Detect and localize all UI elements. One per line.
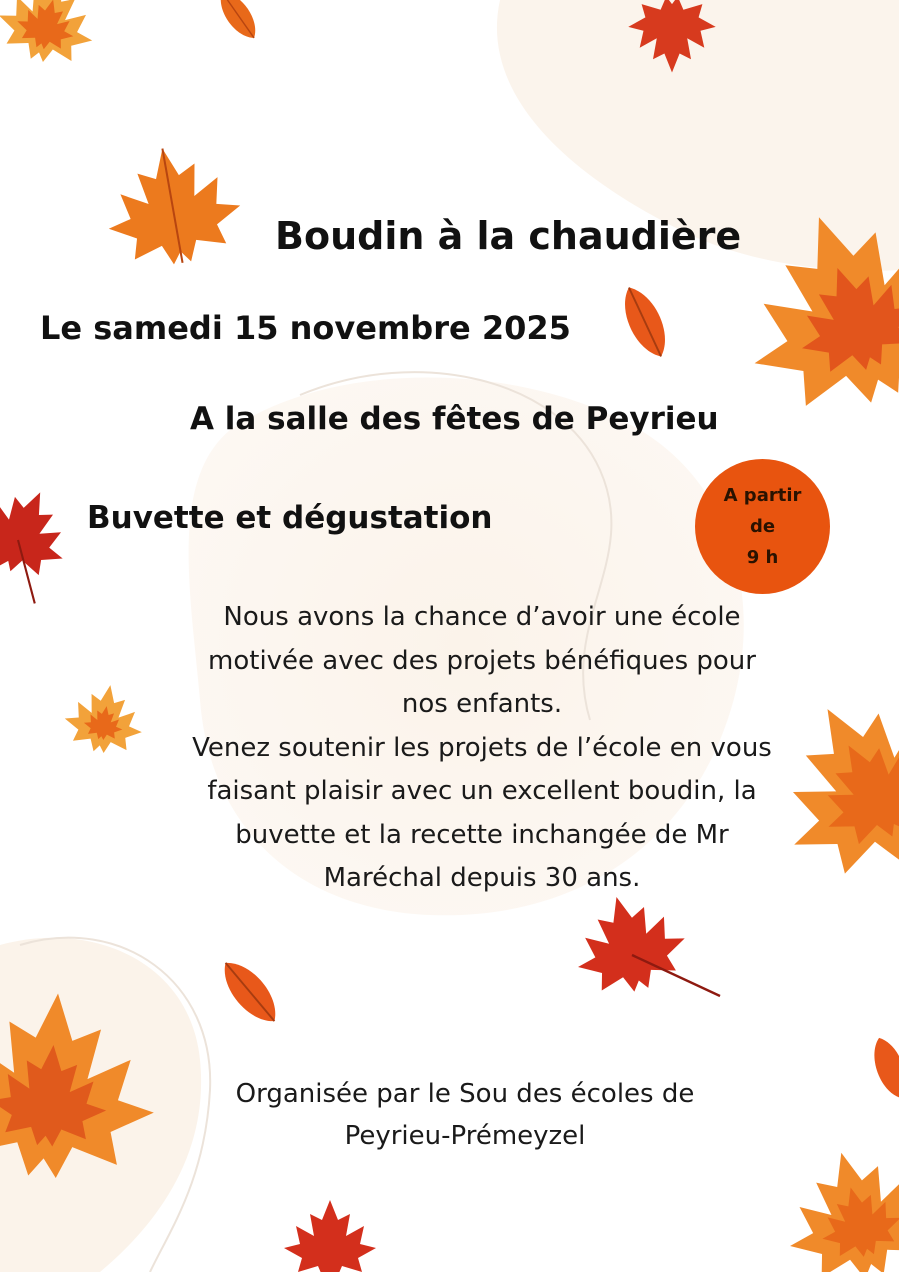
description-line: Maréchal depuis 30 ans.: [323, 863, 641, 893]
description-line: faisant plaisir avec un excellent boudin, la: [207, 776, 757, 806]
oval-leaf-icon: [867, 1033, 899, 1102]
footer-line: Peyrieu-Prémeyzel: [344, 1121, 586, 1151]
organizer-footer: [180, 1073, 750, 1157]
badge-line-3: 9 h: [746, 547, 779, 568]
badge-line-2: de: [749, 516, 776, 537]
event-title: Boudin à la chaudière: [275, 214, 742, 258]
maple-leaf-icon: [97, 137, 249, 274]
event-venue: A la salle des fêtes de Peyrieu: [190, 401, 719, 437]
badge-line-1: A partir: [723, 485, 802, 506]
maple-leaf-icon: [0, 472, 84, 606]
description-line: nos enfants.: [401, 689, 563, 719]
oval-leaf-icon: [615, 281, 676, 363]
maple-leaf-icon: [770, 1134, 899, 1272]
maple-leaf-icon: [284, 1200, 376, 1272]
maple-leaf-icon: [563, 878, 720, 1030]
description-line: motivée avec des projets bénéfiques pour: [208, 645, 756, 676]
event-date: Le samedi 15 novembre 2025: [40, 309, 571, 347]
description-line: buvette et la recette inchangée de Mr: [235, 819, 729, 850]
event-subtitle: Buvette et dégustation: [87, 500, 493, 536]
oval-leaf-icon: [212, 0, 263, 45]
start-time-badge: [695, 459, 830, 594]
oval-leaf-icon: [214, 953, 287, 1031]
maple-leaf-icon: [60, 678, 149, 759]
description-paragraph: [150, 596, 814, 901]
footer-line: Organisée par le Sou des écoles de: [235, 1079, 695, 1109]
maple-leaf-icon: [0, 0, 105, 73]
description-line: Venez soutenir les projets de l’école en vous: [192, 732, 772, 763]
description-line: Nous avons la chance d’avoir une école: [223, 602, 741, 632]
